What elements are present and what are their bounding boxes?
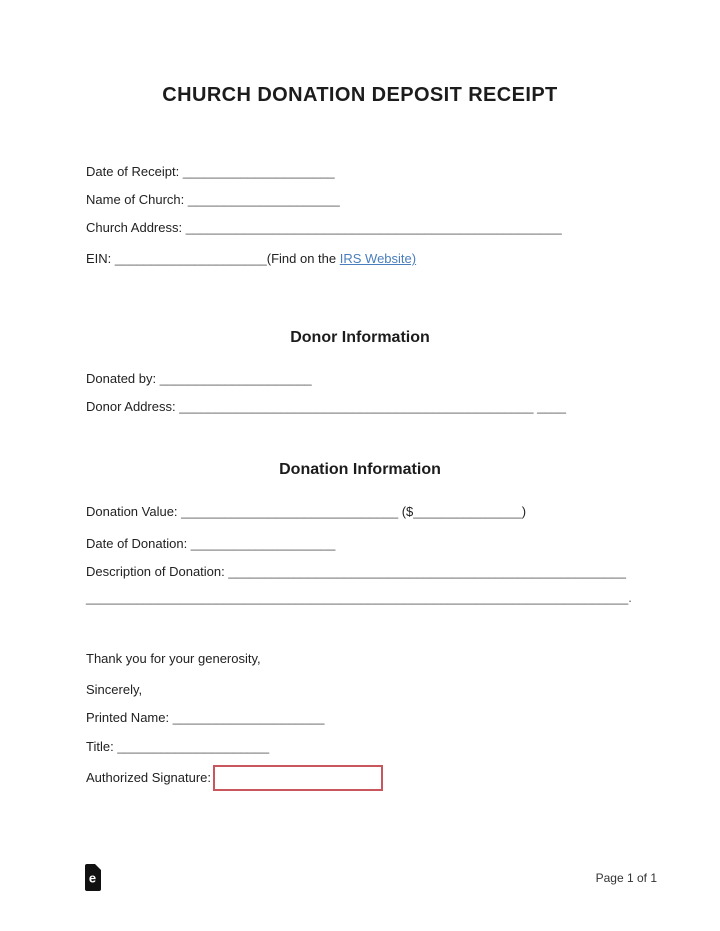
blank-line: _____________________	[172, 710, 325, 725]
field-donated-by	[86, 371, 312, 387]
closing-sincerely-text: Sincerely,	[86, 682, 143, 697]
field-label: Donor Address:	[86, 399, 180, 414]
blank-line: _______________________________________________________	[228, 564, 627, 579]
blank-line: ____________________	[190, 536, 336, 551]
closing-paren-text: )	[521, 504, 527, 519]
signature-field-box[interactable]	[213, 765, 383, 791]
field-label: Date of Donation:	[86, 536, 191, 551]
field-label: Church Address:	[86, 220, 186, 235]
blank-line-amount: _______________	[413, 504, 522, 519]
field-label: Date of Receipt:	[86, 164, 183, 179]
field-church-address	[86, 220, 562, 236]
field-label: Donated by:	[86, 371, 160, 386]
field-label: Description of Donation:	[86, 564, 229, 579]
blank-line-short: ____	[533, 399, 567, 414]
blank-line: _____________________	[159, 371, 312, 386]
field-title	[86, 739, 269, 755]
ein-hint-text: (Find on the	[266, 251, 340, 266]
donor-information-heading: Donor Information	[290, 329, 430, 346]
eforms-logo-icon	[85, 864, 101, 891]
blank-line: _____________________	[182, 164, 335, 179]
currency-paren-text: ($	[398, 504, 414, 519]
field-donor-address	[86, 399, 566, 415]
closing-thanks-text: Thank you for your generosity,	[86, 651, 261, 666]
field-label: Name of Church:	[86, 192, 188, 207]
field-description-of-donation	[86, 564, 626, 580]
blank-line: _____________________	[187, 192, 340, 207]
blank-line: ______________________________	[181, 504, 399, 519]
field-date-of-receipt	[86, 164, 335, 180]
blank-line: _____________________	[114, 251, 267, 266]
field-label: Title:	[86, 739, 118, 754]
blank-line: ____________________________________________________	[185, 220, 562, 235]
field-printed-name	[86, 710, 325, 726]
field-ein	[86, 251, 416, 267]
blank-line: ___________________________________________________________________________.	[86, 590, 632, 605]
field-authorized-signature	[86, 764, 383, 792]
blank-line: _________________________________________________	[179, 399, 534, 414]
field-name-of-church	[86, 192, 340, 208]
document-title: CHURCH DONATION DEPOSIT RECEIPT	[162, 84, 558, 106]
field-date-of-donation	[86, 536, 335, 552]
field-label: Printed Name:	[86, 710, 173, 725]
field-label: Donation Value:	[86, 504, 182, 519]
field-label: EIN:	[86, 251, 115, 266]
field-donation-value	[86, 504, 526, 520]
field-description-continuation	[86, 590, 632, 606]
logo-letter: e	[88, 870, 97, 886]
field-label: Authorized Signature:	[86, 770, 212, 785]
page-number: Page 1 of 1	[595, 871, 657, 885]
irs-website-link[interactable]: IRS Website)	[339, 251, 417, 266]
blank-line: _____________________	[117, 739, 270, 754]
donation-information-heading: Donation Information	[279, 461, 441, 478]
